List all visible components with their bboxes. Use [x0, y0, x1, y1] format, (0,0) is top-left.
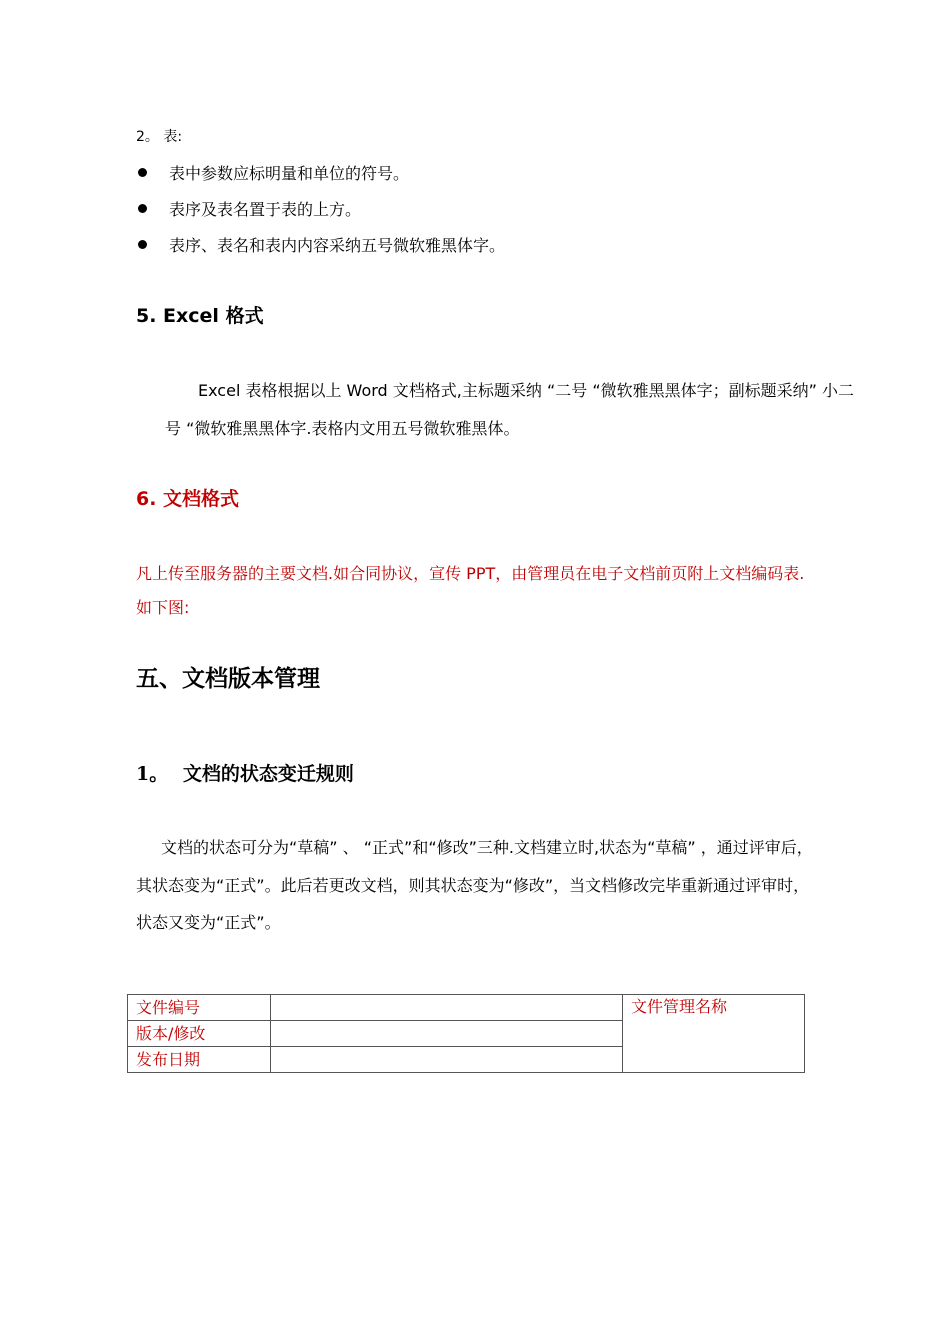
version-value-cell: [271, 1021, 623, 1047]
doc-format-paragraph-line1: 凡上传至服务器的主要文档.如合同协议，宣传 PPT，由管理员在电子文档前页附上文档编码表.: [136, 564, 805, 583]
file-number-label: 文件编号: [128, 995, 271, 1021]
file-number-value-cell: [271, 995, 623, 1021]
table-section-label: 2。 表:: [136, 129, 183, 145]
doc-format-paragraph-line2: 如下图:: [136, 598, 190, 617]
version-label: 版本/修改: [128, 1021, 271, 1047]
chapter-heading: 五、文档版本管理: [136, 666, 320, 692]
document-code-table: [127, 994, 805, 1073]
subsection-heading: [136, 762, 354, 786]
table-rule-3: 表序、表名和表内内容采纳五号微软雅黑体字。: [169, 236, 506, 255]
status-paragraph-line1: 文档的状态可分为“草稿” 、 “正式”和“修改”三种.文档建立时,状态为“草稿” ，通过评审后，: [161, 838, 813, 857]
excel-format-paragraph-line2: 号 “微软雅黑黑体字.表格内文用五号微软雅黑体。: [165, 419, 520, 438]
file-management-name-label: 文件管理名称: [623, 995, 805, 1073]
release-date-label: 发布日期: [128, 1047, 271, 1073]
bullet-dot-icon: [138, 168, 147, 177]
table-row: [128, 995, 805, 1021]
doc-format-heading: 6. 文档格式: [136, 488, 240, 510]
excel-format-paragraph-line1: Excel 表格根据以上 Word 文档格式,主标题采纳 “二号 “微软雅黑黑体字；副标题采纳” 小二: [198, 381, 854, 400]
bullet-dot-icon: [138, 240, 147, 249]
table-rule-1: 表中参数应标明量和单位的符号。: [169, 164, 410, 183]
release-date-value-cell: [271, 1047, 623, 1073]
subsection-number: 1。: [136, 763, 169, 785]
table-rule-2: 表序及表名置于表的上方。: [169, 200, 362, 219]
status-paragraph-line3: 状态又变为“正式”。: [136, 913, 281, 932]
excel-format-heading: 5. Excel 格式: [136, 305, 264, 327]
bullet-dot-icon: [138, 204, 147, 213]
subsection-title: 文档的状态变迁规则: [182, 763, 354, 785]
status-paragraph-line2: 其状态变为“正式”。此后若更改文档，则其状态变为“修改”，当文档修改完毕重新通过评审时，: [136, 876, 810, 895]
